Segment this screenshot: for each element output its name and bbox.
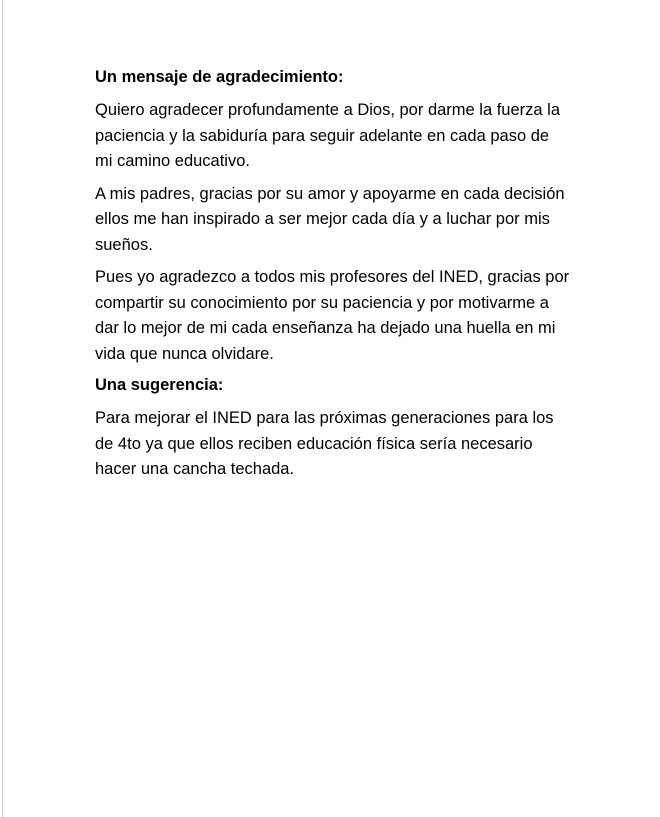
paragraph-suggestion: Para mejorar el INED para las próximas generaciones para los de 4to ya que ellos reciben educación física sería necesario hacer una cancha techada. bbox=[95, 409, 554, 478]
paragraph-teachers: Pues yo agradezco a todos mis profesores del INED, gracias por compartir su conocimiento por su paciencia y por motivarme a dar lo mejor de mi cada enseñanza ha dejado una huella en mi vida que nunca olvidare. bbox=[95, 268, 570, 363]
document-body bbox=[95, 66, 570, 490]
heading-suggestion: Una sugerencia: bbox=[95, 376, 224, 394]
heading-thanks: Un mensaje de agradecimiento: bbox=[95, 68, 344, 86]
paragraph-god: Quiero agradecer profundamente a Dios, por darme la fuerza la paciencia y la sabiduría para seguir adelante en cada paso de mi camino educativo. bbox=[95, 101, 561, 170]
paragraph-parents: A mis padres, gracias por su amor y apoyarme en cada decisión ellos me han inspirado a ser mejor cada día y a luchar por mis sueños. bbox=[95, 184, 565, 254]
page-edge bbox=[2, 0, 3, 817]
